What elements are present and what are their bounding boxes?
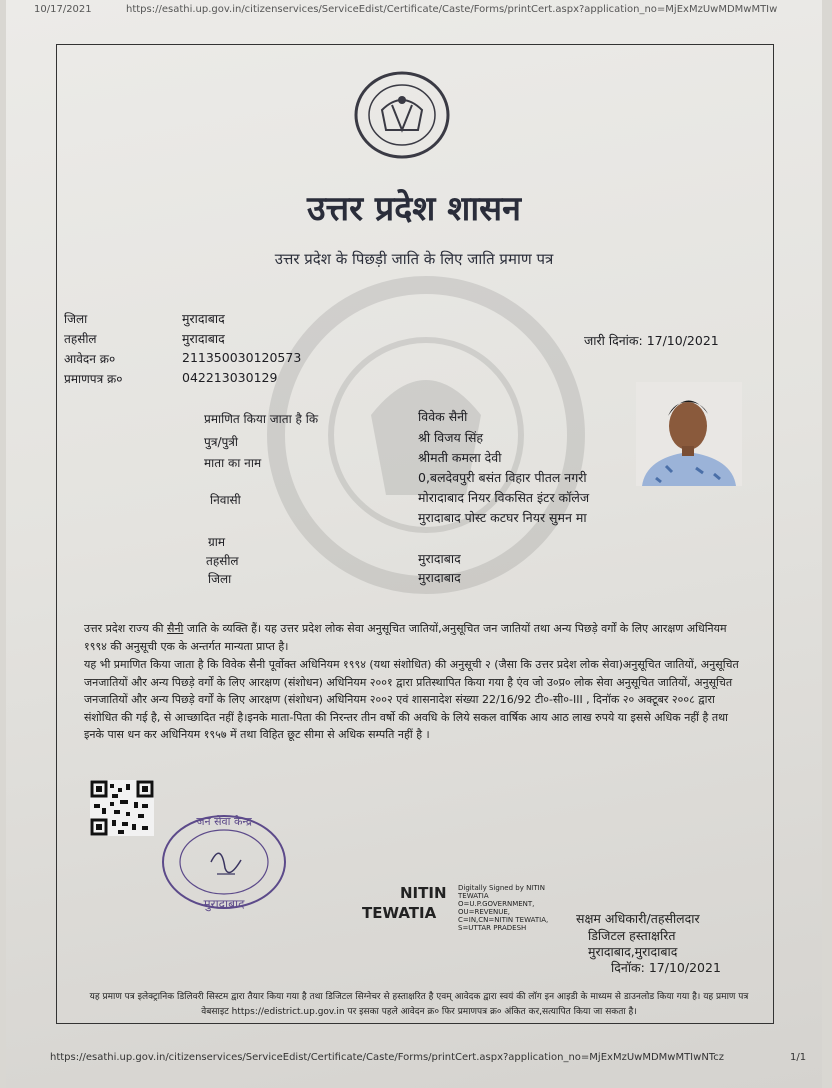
digital-signature-detail: Digitally Signed by NITIN TEWATIA O=U.P.GOVERNMENT, OU=REVENUE, C=IN,CN=NITIN TEWATIA, S=UTTAR PRADESH <box>458 884 549 932</box>
tehsil-value-2: मुरादाबाद <box>418 551 461 566</box>
certify-label: प्रमाणित किया जाता है कि <box>204 412 319 426</box>
caste-statement <box>84 620 744 655</box>
issue-date <box>584 332 719 349</box>
district-value: मुरादाबाद <box>182 311 225 326</box>
certificate-label: प्रमाणपत्र क्र० <box>64 372 123 386</box>
officer-location: मुरादाबाद,मुरादाबाद <box>588 944 678 959</box>
jan-seva-kendra-seal-icon <box>159 812 289 912</box>
caste-statement-prefix: उत्तर प्रदेश राज्य की <box>84 622 168 635</box>
application-number: 211350030120573 <box>182 350 302 365</box>
officer-date-value: 17/10/2021 <box>648 960 721 975</box>
father-name: श्री विजय सिंह <box>418 430 484 445</box>
tehsil-label: तहसील <box>64 332 97 346</box>
issue-date-value: 17/10/2021 <box>646 333 719 348</box>
page-number: 1/1 <box>790 1052 807 1063</box>
officer-sign-type: डिजिटल हस्ताक्षरित <box>588 928 676 943</box>
mother-name: श्रीमती कमला देवी <box>418 450 502 465</box>
footer-note: यह प्रमाण पत्र इलेक्ट्रानिक डिलिवरी सिस्टम द्वारा तैयार किया गया है तथा डिजिटल सिग्नेचर से हस्ताक्षरित है एवम् आवेदक द्वारा स्वयं की लॉग इन आइडी के माध्यम से डाउनलोड किया गया है। यह प्रमाण पत्र वेबसाइट https://edistrict.up.gov.in पर इसका पहले आवेदन क्र० फिर प्रमाणपत्र क्र० अंकित कर,सत्यापित किया जा सकता है। <box>89 992 749 1017</box>
resident-label: निवासी <box>210 493 241 507</box>
certificate-paper <box>6 0 822 1088</box>
address-line-1: 0,बलदेवपुरी बसंत विहार पीतल नगरी <box>418 470 587 485</box>
seal-top-text: जन सेवा केन्द्र <box>196 815 252 828</box>
district-label: जिला <box>64 312 88 326</box>
caste-name: सैनी <box>167 622 184 635</box>
relation-label: पुत्र/पुत्री <box>204 435 239 449</box>
caste-statement-suffix: जाति के व्यक्ति हैं। यह उत्तर प्रदेश लोक सेवा अनुसूचित जातियों,अनुसूचित जन जातियों तथा अन्य पिछड़े वर्गों के लिए आरक्षण अधिनियम १९९४ की अनुसूची एक के अन्तर्गत मान्यता प्राप्त है। <box>84 622 727 653</box>
page-subtitle: उत्तर प्रदेश के पिछड़ी जाति के लिए जाति प्रमाण पत्र <box>274 250 554 268</box>
applicant-photo <box>636 382 742 486</box>
signer-name-line-1: NITIN <box>400 884 447 902</box>
address-line-2: मोरादाबाद नियर विकसित इंटर कॉलेज <box>418 490 590 505</box>
print-date: 10/17/2021 <box>34 4 92 15</box>
certification-paragraph: यह भी प्रमाणित किया जाता है कि विवेक सैनी पूर्वोक्त अधिनियम १९९४ (यथा संशोधित) की अनुसूची २ (जैसा कि उत्तर प्रदेश लोक सेवा)अनुसूचित जातियों, अनुसूचित जनजातियों और अन्य पिछड़े वर्गों के लिए आरक्षण (संशोधन) अधिनियम २००१ द्वारा प्रतिस्थापित किया गया है एंव जो उ०प्र० लोक सेवा अनुसूचित जातियों, अनुसूचित जनजातियों और अन्य पिछड़े वर्गों के लिए आरक्षण (संशोधन) अधिनियम २००२ एवं शासनादेश संख्या 22/16/92 टी०-सी०-III , दिनॉक २० अक्टूबर २००८ द्वारा संशोधित की गई है, से आच्छादित नहीं है।इनके माता-पिता की निरन्तर तीन वर्षो की अवधि के लिये सकल वार्षिक आय आठ लाख रुपये या इससे अधिक नहीं है तथा इनके पास धन कर अधिनियम १९५७ में तथा विहित छूट सीमा से अधिक सम्पति नहीं है । <box>84 658 739 741</box>
certificate-number: 042213030129 <box>182 370 278 385</box>
applicant-name: विवेक सैनी <box>418 409 468 424</box>
officer-title: सक्षम अधिकारी/तहसीलदार <box>576 911 700 926</box>
application-label: आवेदन क्र० <box>64 352 116 366</box>
print-url-top: https://esathi.up.gov.in/citizenservices/ServiceEdist/Certificate/Caste/Forms/printCert.aspx?application_no=MjExMzUwMDMwMTIw <box>126 4 778 15</box>
village-label: ग्राम <box>208 535 226 549</box>
browser-print-header <box>6 4 822 22</box>
print-url-bottom: https://esathi.up.gov.in/citizenservices/ServiceEdist/Certificate/Caste/Forms/printCert.aspx?application_no=MjExMzUwMDMwMTIwNTcz <box>50 1052 724 1063</box>
up-emblem-icon <box>352 70 452 160</box>
seal-bottom-text: मुरादाबाद <box>203 897 245 911</box>
qr-code-icon <box>90 780 154 836</box>
tehsil-label-2: तहसील <box>206 554 239 568</box>
officer-date <box>611 959 721 976</box>
officer-date-label: दिनॉक: <box>611 960 645 975</box>
district-value-2: मुरादाबाद <box>418 570 461 585</box>
district-label-2: जिला <box>208 572 232 586</box>
tehsil-value: मुरादाबाद <box>182 331 225 346</box>
signer-name-line-2: TEWATIA <box>362 904 437 922</box>
page-title: उत्तर प्रदेश शासन <box>306 189 521 229</box>
address-line-3: मुरादाबाद पोस्ट कटघर नियर सुमन मा <box>418 510 587 525</box>
mother-label: माता का नाम <box>204 456 262 470</box>
issue-date-label: जारी दिनांक: <box>584 333 643 348</box>
